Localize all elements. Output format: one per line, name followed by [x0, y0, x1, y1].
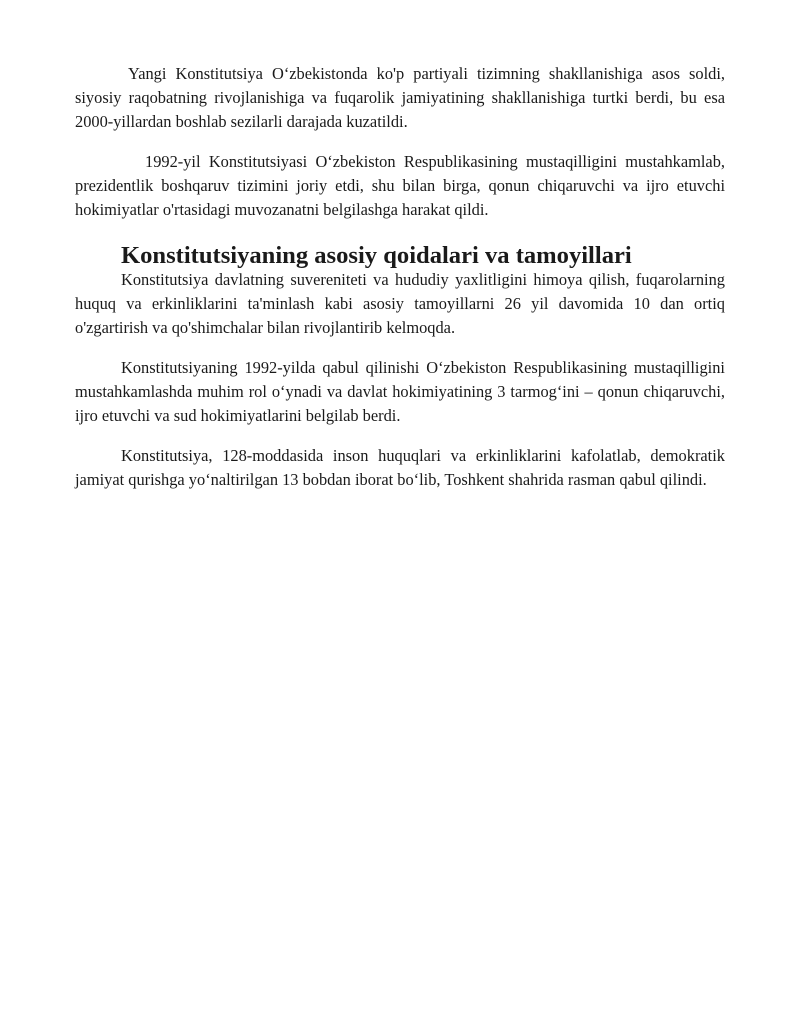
- section-heading: Konstitutsiyaning asosiy qoidalari va tamoyillari: [121, 242, 632, 269]
- document-body: [75, 62, 725, 492]
- paragraph-principles: Konstitutsiya davlatning suvereniteti va hududiy yaxlitligini himoya qilish, fuqarolarning huquq va erkinliklarini ta'minlash kabi asosiy tamoyillarni 26 yil davomida 10 dan ortiq o'zgartirish va qo'shimchalar bilan rivojlantirib kelmoqda.: [75, 270, 725, 337]
- paragraph-1992-constitution: 1992-yil Konstitutsiyasi O‘zbekiston Respublikasining mustaqilligini mustahkamlab, prezidentlik boshqaruv tizimini joriy etdi, shu bilan birga, qonun chiqaruvchi va ijro etuvchi hokimiyatlar o'rtasidagi muvozanatni belgilashga harakat qildi.: [75, 152, 725, 219]
- paragraph-intro: Yangi Konstitutsiya O‘zbekistonda ko'p partiyali tizimning shakllanishiga asos soldi, siyosiy raqobatning rivojlanishiga va fuqarolik jamiyatining shakllanishiga turtki berdi, bu esa 2000-yillardan boshlab sezilarli darajada kuzatildi.: [75, 64, 725, 131]
- paragraph-articles-chapters: Konstitutsiya, 128-moddasida inson huquqlari va erkinliklarini kafolatlab, demokratik jamiyat qurishga yo‘naltirilgan 13 bobdan iborat bo‘lib, Toshkent shahrida rasman qabul qilindi.: [75, 446, 725, 489]
- paragraph-branches-of-power: Konstitutsiyaning 1992-yilda qabul qilinishi O‘zbekiston Respublikasining mustaqilligini mustahkamlashda muhim rol o‘ynadi va davlat hokimiyatining 3 tarmog‘ini – qonun chiqaruvchi, ijro etuvchi va sud hokimiyatlarini belgilab berdi.: [75, 358, 725, 425]
